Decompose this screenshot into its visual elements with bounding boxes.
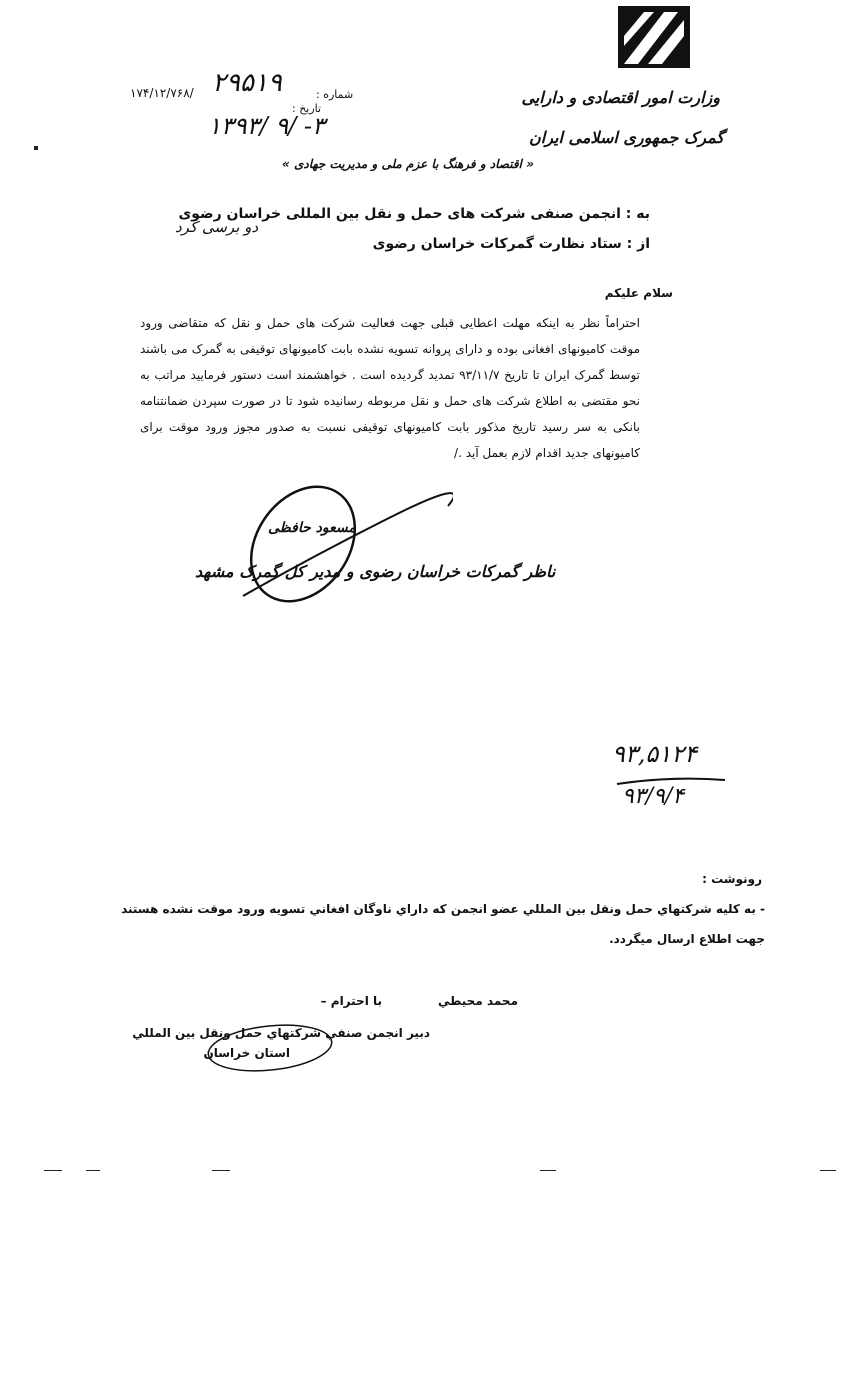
greeting: سلام علیکم: [604, 286, 673, 300]
reference-number: ۹۳,۵۱۲۴: [612, 740, 697, 768]
scan-mark: [34, 146, 38, 150]
margin-handwritten-note: دو برسی کرد: [175, 218, 259, 236]
cc-line: - به کلیه شرکتهاي حمل ونقل بين المللي عضو انجمن که داراي ناوگان افغاني تسويه ورود موقت نشده هستند: [121, 902, 765, 916]
sender-province: استان خراسان: [203, 1046, 290, 1060]
scan-mark: [86, 1170, 100, 1171]
sender-title: دبير انجمن صنفي شرکتهاي حمل ونقل بين المللي: [132, 1026, 430, 1040]
letter-date: ۱۳۹۳/ ۹/ -۳: [208, 112, 325, 140]
letter-body: احتراماً نظر به اینکه مهلت اعطایی قبلی جهت فعالیت شرکت های حمل و نقل که متقاضی ورود موقت کامیونهای افغانی بوده و دارای پروانه تسویه نشده بابت کامیونهای توقیفی به گمرک می باشند توسط گمرک ایران تا تاریخ ۹۳/۱۱/۷ تمدید گردیده است . خواهشمند است دستور فرمایید مراتب به نحو مقتضی به اطلاع شرکت های حمل و نقل مربوطه رسانیده شود تا در صورت سپردن ضمانتنامه بانکی به سر رسید تاریخ مذکور بابت کامیونهای توقیفی نسبت به صدور مجوز ورود موقت برای کامیونهای جدید اقدام لازم بعمل آید ./: [140, 316, 640, 460]
cc-label: رونوشت :: [702, 872, 762, 886]
closing-phrase: با احترام –: [320, 994, 382, 1008]
scan-mark: [820, 1170, 836, 1171]
customs-name: گمرک جمهوری اسلامی ایران: [529, 128, 724, 147]
letter-number-small: ۱۷۴/۱۲/۷۶۸/: [130, 86, 194, 100]
sender-name: محمد محيطي: [437, 994, 518, 1008]
slogan: « اقتصاد و فرهنگ با عزم ملی و مدیریت جهادی »: [282, 157, 534, 171]
recipient-line: به : انجمن صنفی شرکت های حمل و نقل بین المللی خراسان رضوی: [178, 206, 650, 222]
signature-title: ناظر گمرکات خراسان رضوی و مدیر کل گمرک مشهد: [195, 562, 556, 581]
customs-logo: [618, 6, 690, 68]
sender-line: از : ستاد نظارت گمرکات خراسان رضوی: [372, 236, 650, 252]
number-label: شماره :: [316, 88, 354, 101]
reference-date: ۹۳/۹/۴: [622, 784, 685, 809]
ministry-name: وزارت امور اقتصادی و دارایی: [521, 88, 720, 107]
scan-mark: [540, 1170, 556, 1171]
signature-name: مسعود حافظی: [268, 520, 356, 536]
scan-mark: [44, 1170, 62, 1171]
date-label: تاریخ :: [292, 102, 322, 115]
signature-scribble: [233, 476, 453, 626]
letter-number: ۲۹۵۱۹: [212, 68, 282, 98]
scan-mark: [212, 1170, 230, 1171]
cc-line: جهت اطلاع ارسال ميگردد.: [609, 932, 765, 946]
